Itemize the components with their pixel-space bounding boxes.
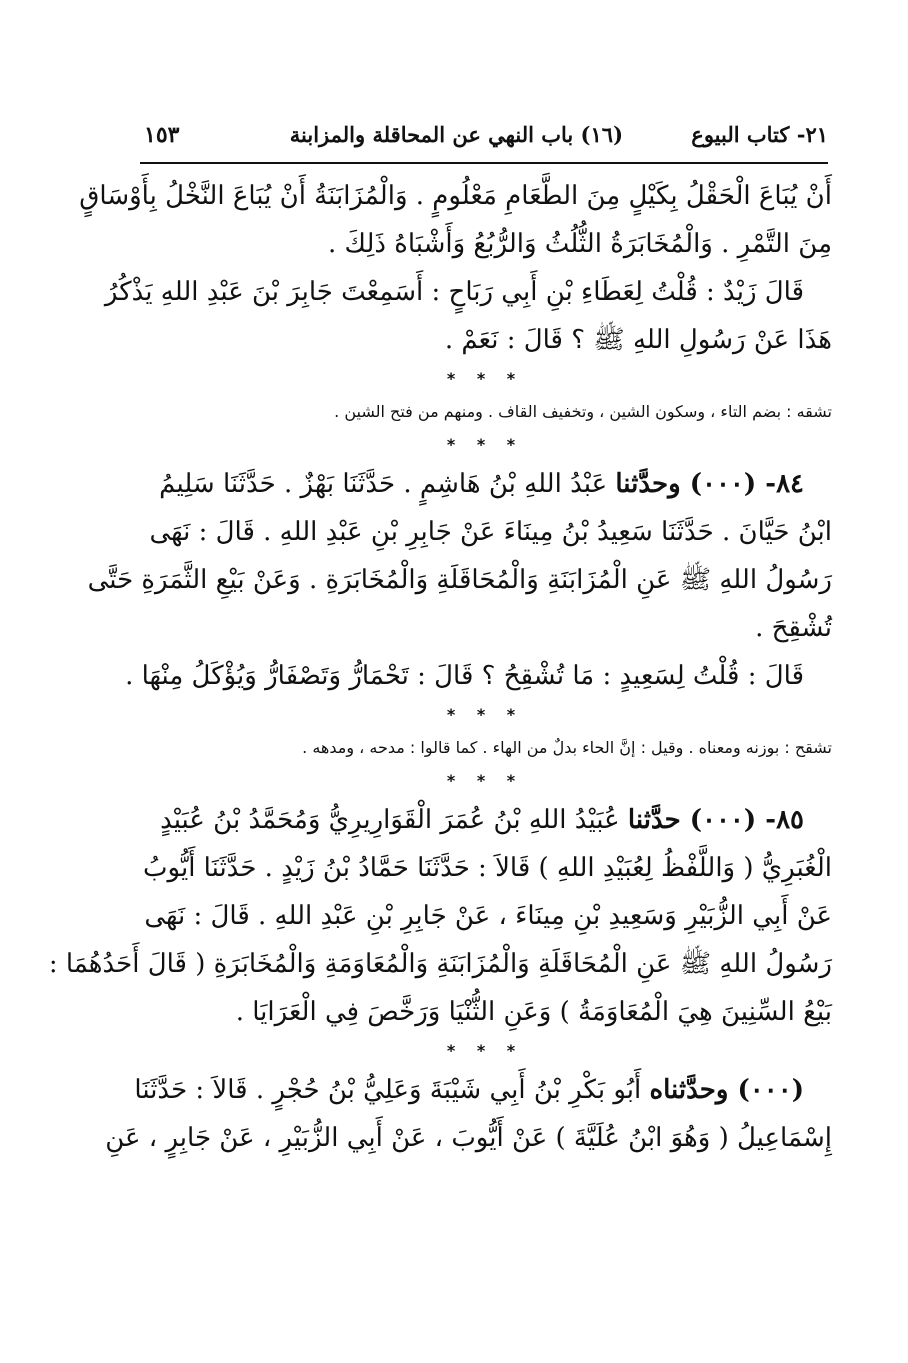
chapter-title: ٢١- كتاب البيوع bbox=[691, 122, 828, 147]
text-line: رَسُولُ اللهِ ﷺ عَنِ الْمُحَاقَلَةِ وَالْمُزَابَنَةِ وَالْمُعَاوَمَةِ وَالْمُخَابَرَةِ ( قَالَ أَحَدُهُمَا : bbox=[48, 949, 832, 979]
page-header bbox=[140, 118, 828, 164]
page-number: ١٥٣ bbox=[144, 122, 180, 148]
separator: * * * bbox=[446, 1041, 524, 1060]
text-line: الْغُبَرِيُّ ( وَاللَّفْظُ لِعُبَيْدِ اللهِ ) قَالاَ : حَدَّثَنَا حَمَّادُ بْنُ زَيْدٍ . حَدَّثَنَا أَيُّوبُ bbox=[143, 853, 832, 883]
text-line: مِنَ التَّمْرِ . وَالْمُخَابَرَةُ الثُّلُثُ وَالرُّبُعُ وَأَشْبَاهُ ذَلِكَ . bbox=[328, 229, 832, 259]
text-line: ابْنُ حَيَّانَ . حَدَّثَنَا سَعِيدُ بْنُ مِينَاءَ عَنْ جَابِرِ بْنِ عَبْدِ اللهِ . قَالَ : نَهَى bbox=[149, 517, 832, 547]
footnote: تشقح : بوزنه ومعناه . وقيل : إنَّ الحاء بدلٌ من الهاء . كما قالوا : مدحه ، ومدهه . bbox=[302, 738, 832, 757]
hadith-85-line bbox=[138, 796, 832, 844]
text-line: بَيْعُ السِّنِينَ هِيَ الْمُعَاوَمَةُ ) وَعَنِ الثُّنْيَا وَرَخَّصَ فِي الْعَرَايَا . bbox=[235, 997, 832, 1027]
separator: * * * bbox=[446, 705, 524, 724]
section-title: (١٦) باب النهي عن المحاقلة والمزابنة bbox=[289, 122, 623, 147]
separator: * * * bbox=[446, 435, 524, 454]
hadith-number: ٨٤- (٠٠٠) وحدَّثنا bbox=[615, 469, 804, 499]
text-line: أَنْ يُبَاعَ الْحَقْلُ بِكَيْلٍ مِنَ الطَّعَامِ مَعْلُومٍ . وَالْمُزَابَنَةُ أَنْ يُبَاعَ النَّخْلُ بِأَوْسَاقٍ bbox=[79, 181, 832, 211]
separator: * * * bbox=[446, 771, 524, 790]
page-body bbox=[48, 172, 832, 1162]
hadith-number: (٠٠٠) وحدَّثناه bbox=[649, 1075, 804, 1105]
hadith-text: عُبَيْدُ اللهِ بْنُ عُمَرَ الْقَوَارِيرِيُّ وَمُحَمَّدُ بْنُ عُبَيْدٍ bbox=[160, 805, 620, 835]
text-line: عَنْ أَبِي الزُّبَيْرِ وَسَعِيدِ بْنِ مِينَاءَ ، عَنْ جَابِرِ بْنِ عَبْدِ اللهِ . قَالَ : نَهَى bbox=[144, 901, 832, 931]
separator: * * * bbox=[446, 369, 524, 388]
hadith-85b-line bbox=[134, 1066, 832, 1114]
hadith-text: عَبْدُ اللهِ بْنُ هَاشِمٍ . حَدَّثَنَا بَهْزٌ . حَدَّثَنَا سَلِيمُ bbox=[159, 469, 608, 499]
text-line: تُشْقِحَ . bbox=[755, 613, 832, 643]
hadith-84-line bbox=[138, 460, 832, 508]
footnote: تشقه : بضم التاء ، وسكون الشين ، وتخفيف القاف . ومنهم من فتح الشين . bbox=[334, 402, 832, 421]
hadith-number: ٨٥- (٠٠٠) حدَّثنا bbox=[627, 805, 804, 835]
text-line: رَسُولُ اللهِ ﷺ عَنِ الْمُزَابَنَةِ وَالْمُحَاقَلَةِ وَالْمُخَابَرَةِ . وَعَنْ بَيْعِ الثَّمَرَةِ حَتَّى bbox=[87, 565, 832, 595]
text-line: هَذَا عَنْ رَسُولِ اللهِ ﷺ ؟ قَالَ : نَعَمْ . bbox=[444, 325, 832, 355]
text-line: إِسْمَاعِيلُ ( وَهُوَ ابْنُ عُلَيَّةَ ) عَنْ أَيُّوبَ ، عَنْ أَبِي الزُّبَيْرِ ، عَنْ جَابِرٍ ، عَنِ bbox=[105, 1123, 832, 1153]
text-line: قَالَ : قُلْتُ لِسَعِيدٍ : مَا تُشْقِحُ ؟ قَالَ : تَحْمَارُّ وَتَصْفَارُّ وَيُؤْكَلُ مِنْهَا . bbox=[125, 661, 804, 691]
hadith-text: أَبُو بَكْرِ بْنُ أَبِي شَيْبَةَ وَعَلِيُّ بْنُ حُجْرٍ . قَالاَ : حَدَّثَنَا bbox=[134, 1075, 642, 1105]
text-line: قَالَ زَيْدٌ : قُلْتُ لِعَطَاءِ بْنِ أَبِي رَبَاحٍ : أَسَمِعْتَ جَابِرَ بْنَ عَبْدِ اللهِ يَذْكُرُ bbox=[104, 277, 804, 307]
